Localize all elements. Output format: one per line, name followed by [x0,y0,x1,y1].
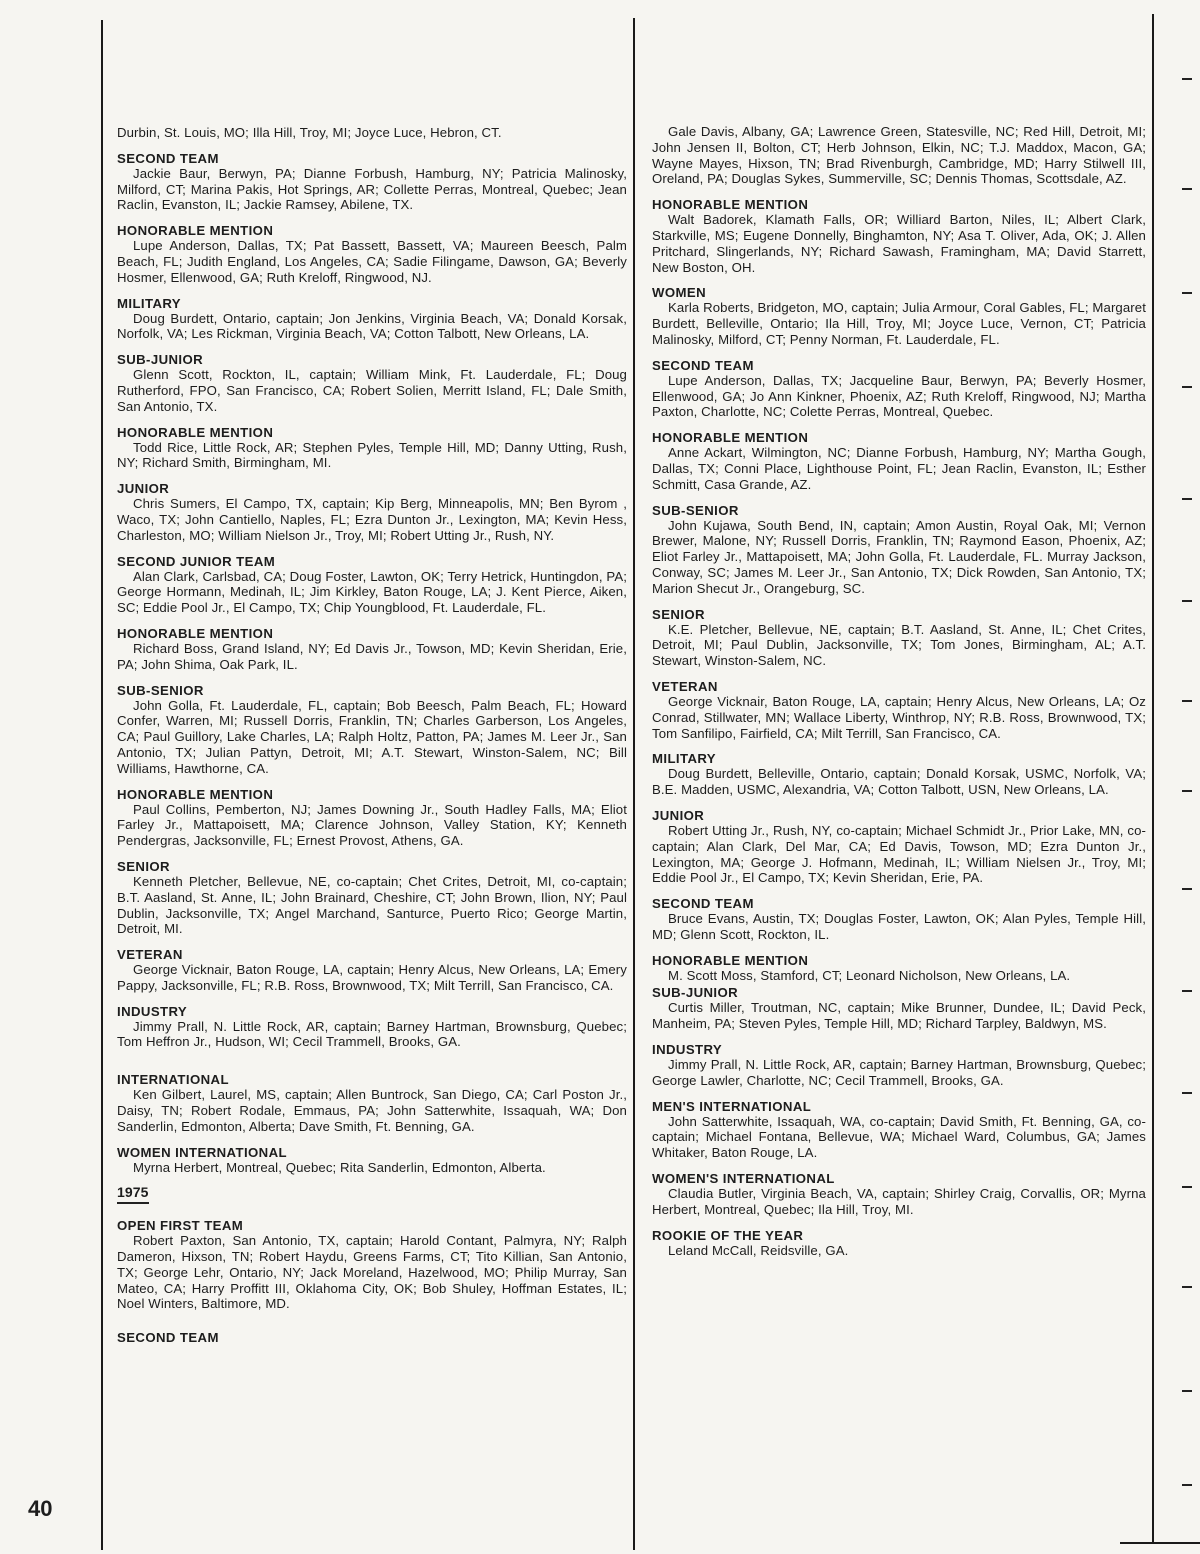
roster-text: Jackie Baur, Berwyn, PA; Dianne Forbush, Hamburg, NY; Patricia Malinosky, Milford, CT; Marina Pakis, Hot Springs, AR; Collette Perras, Montreal, Quebec; Jean Raclin, Evanston, IL; Jackie Ramsey, Abilene, TX. [117,165,627,213]
section-heading: HONORABLE MENTION [117,625,274,641]
roster-text: K.E. Pletcher, Bellevue, NE, captain; B.T. Aasland, St. Anne, IL; Chet Crites, Detroit, MI; Paul Dublin, Jacksonville, TX; Tom Jones, Birmingham, AL; A.T. Stewart, Winston-Salem, NC. [652,621,1146,669]
roster-text: George Vicknair, Baton Rouge, LA, captain; Henry Alcus, New Orleans, LA; Emery Pappy, Jacksonville, FL; R.B. Ross, Brownwood, TX; Milt Terrill, San Francisco, CA. [117,962,627,993]
roster-text: Doug Burdett, Belleville, Ontario, captain; Donald Korsak, USMC, Norfolk, VA; B.E. Madden, USMC, Alexandria, VA; Cotton Talbott, USN, New Orleans, LA. [652,766,1146,798]
section-heading: SECOND TEAM [117,150,219,166]
roster-section [117,296,627,343]
roster-section [652,808,1146,886]
roster-section [117,125,627,141]
section-heading: INTERNATIONAL [117,1072,229,1088]
roster-section [117,947,627,994]
roster-text: Leland McCall, Reidsville, GA. [668,1242,849,1258]
roster-section [652,503,1146,597]
section-heading: SENIOR [652,606,705,622]
roster-text: John Golla, Ft. Lauderdale, FL, captain; Bob Beesch, Palm Beach, FL; Howard Confer, Warren, MI; Russell Dorris, Franklin, TN; Charles Garberson, Los Angeles, CA; Paul Guillory, Lake Charles, LA; Ralph Holtz, Patton, PA; James M. Leer Jr., San Antonio, TX; Julian Pattyn, Detroit, MI; A.T. Stewart, Winston-Salem, NC; Bill Williams, Hawthorne, CA. [117,697,627,776]
roster-text: Curtis Miller, Troutman, NC, captain; Mike Brunner, Dundee, IL; David Peck, Manheim, PA; Steven Pyles, Temple Hill, MD; Richard Tarpley, Baldwyn, MS. [652,1000,1146,1032]
roster-section [652,1228,1146,1259]
section-heading: HONORABLE MENTION [117,424,274,440]
section-heading: SUB-JUNIOR [117,352,204,368]
section-heading: INDUSTRY [117,1003,188,1019]
roster-section [652,197,1146,275]
roster-text: Jimmy Prall, N. Little Rock, AR, captain; Barney Hartman, Brownsburg, Quebec; Tom Heffron Jr., Hudson, WI; Cecil Trammell, Brooks, GA. [117,1018,627,1050]
section-heading: SUB-SENIOR [652,502,739,518]
section-heading: HONORABLE MENTION [652,197,809,213]
margin-tick-mark [1182,78,1192,80]
margin-tick-mark [1182,700,1192,702]
right-margin-rule [1152,14,1154,1542]
left-column-sections [117,125,627,1175]
margin-tick-mark [1182,1092,1192,1094]
margin-tick-mark [1182,990,1192,992]
roster-text: Walt Badorek, Klamath Falls, OR; Williard Barton, Niles, IL; Albert Clark, Starkville, MS; Eugene Donnelly, Binghamton, NY; Asa T. Oliver, Ada, OK; J. Allen Pritchard, Slingerlands, NY; Richard Sawash, Framingham, MA; David Starrett, New Boston, OH. [652,212,1146,275]
section-heading: VETERAN [652,678,718,694]
roster-text: Robert Paxton, San Antonio, TX, captain; Harold Contant, Palmyra, NY; Ralph Dameron, Hixson, TN; Robert Haydu, Greens Farms, CT; Tito Killian, San Antonio, TX; George Lehr, Ontario, NY; Jack Moreland, Hazelwood, MO; Philip Murray, San Mateo, CA; Harry Proffitt III, Oklahoma City, OK; Bob Shuley, Hoffman Estates, IL; Noel Winters, Baltimore, MD. [117,1233,627,1312]
roster-section [652,896,1146,943]
margin-tick-mark [1182,600,1192,602]
roster-text: Anne Ackart, Wilmington, NC; Dianne Forbush, Hamburg, NY; Martha Gough, Dallas, TX; Conni Place, Lighthouse Point, FL; Jean Raclin, Evanston, IL; Esther Schmitt, Casa Grande, AZ. [652,445,1146,492]
section-heading: MILITARY [117,295,181,311]
roster-section [117,1330,627,1345]
roster-section [652,953,1146,984]
section-heading: OPEN FIRST TEAM [117,1218,244,1234]
roster-text: Bruce Evans, Austin, TX; Douglas Foster, Lawton, OK; Alan Pyles, Temple Hill, MD; Glenn Scott, Rockton, IL. [652,911,1146,942]
section-heading: JUNIOR [117,481,170,497]
section-heading: SECOND JUNIOR TEAM [117,553,276,569]
year-label: 1975 [117,1185,149,1204]
margin-tick-mark [1182,1484,1192,1486]
roster-section [117,481,627,543]
roster-text: Doug Burdett, Ontario, captain; Jon Jenkins, Virginia Beach, VA; Donald Korsak, Norfolk, VA; Les Rickman, Virginia Beach, VA; Cotton Talbott, New Orleans, LA. [117,310,627,342]
roster-section [652,124,1146,187]
roster-text: Myrna Herbert, Montreal, Quebec; Rita Sanderlin, Edmonton, Alberta. [133,1159,546,1175]
roster-text: Claudia Butler, Virginia Beach, VA, captain; Shirley Craig, Corvallis, OR; Myrna Herbert, Montreal, Quebec; Ila Hill, Troy, MI. [652,1186,1146,1217]
roster-text: George Vicknair, Baton Rouge, LA, captain; Henry Alcus, New Orleans, LA; Oz Conrad, Stillwater, MN; Wallace Liberty, Winthrop, NY; R.B. Ross, Brownwood, TX; Tom Sanfilipo, Fairfield, CA; Milt Terrill, San Francisco, CA. [652,693,1146,741]
section-heading: HONORABLE MENTION [652,952,809,968]
section-heading: SECOND TEAM [652,896,754,912]
roster-text: Glenn Scott, Rockton, IL, captain; William Mink, Ft. Lauderdale, FL; Doug Rutherford, FPO, San Francisco, CA; Robert Solien, Merritt Island, FL; Dale Smith, San Antonio, TX. [117,367,627,414]
roster-section [117,1218,627,1312]
roster-text: M. Scott Moss, Stamford, CT; Leonard Nicholson, New Orleans, LA. [668,967,1071,983]
section-heading: WOMEN INTERNATIONAL [117,1144,287,1160]
roster-text: Jimmy Prall, N. Little Rock, AR, captain; Barney Hartman, Brownsburg, Quebec; George Lawler, Charlotte, NC; Cecil Trammell, Brooks, GA. [652,1057,1146,1088]
roster-section [117,151,627,213]
margin-tick-mark [1182,1186,1192,1188]
roster-section [652,607,1146,669]
roster-text: Alan Clark, Carlsbad, CA; Doug Foster, Lawton, OK; Terry Hetrick, Huntingdon, PA; George Hormann, Medinah, IL; Jim Kirkley, Baton Rouge, LA; J. Kent Pierce, Aiken, SC; Eddie Pool Jr., El Campo, TX; Chip Youngblood, Ft. Lauderdale, FL. [117,568,627,616]
section-heading: HONORABLE MENTION [117,223,274,239]
section-heading: SECOND TEAM [117,1330,219,1346]
corner-rule [1120,1542,1200,1544]
column-divider-rule [633,18,635,1550]
section-heading: HONORABLE MENTION [117,786,274,802]
roster-section [117,1145,627,1176]
section-heading: SECOND TEAM [652,357,754,373]
section-heading: VETERAN [117,947,183,963]
section-heading: SUB-JUNIOR [652,985,739,1001]
roster-section [117,1072,627,1134]
roster-section [652,679,1146,741]
section-heading: WOMEN [652,285,707,301]
roster-section [652,1171,1146,1218]
section-heading: MILITARY [652,751,716,767]
roster-section [652,985,1146,1032]
roster-text: Richard Boss, Grand Island, NY; Ed Davis Jr., Towson, MD; Kevin Sheridan, Erie, PA; John Shima, Oak Park, IL. [117,640,627,672]
roster-section [117,554,627,616]
section-heading: SENIOR [117,858,170,874]
section-heading: JUNIOR [652,807,705,823]
margin-tick-mark [1182,292,1192,294]
section-heading: ROOKIE OF THE YEAR [652,1227,804,1243]
roster-section [117,425,627,472]
roster-text: Lupe Anderson, Dallas, TX; Jacqueline Baur, Berwyn, PA; Beverly Hosmer, Ellenwood, GA; Jo Ann Kinkner, Phoenix, AZ; Ruth Kreloff, Ringwood, NJ; Martha Paxton, Charlotte, NC; Colette Perras, Montreal, Quebec. [652,372,1146,420]
roster-section [652,358,1146,420]
roster-text: Chris Sumers, El Campo, TX, captain; Kip Berg, Minneapolis, MN; Ben Byrom , Waco, TX; John Cantiello, Naples, FL; Ezra Dunton Jr., Lexington, MA; Kevin Hess, Charleston, MO; William Nielson Jr., Troy, MI; Robert Utting Jr., Rush, NY. [117,496,627,543]
roster-section [652,1042,1146,1089]
roster-text: Karla Roberts, Bridgeton, MO, captain; Julia Armour, Coral Gables, FL; Margaret Burdett, Belleville, Ontario; Ila Hill, Troy, MI; Joyce Luce, Vernon, CT; Patricia Malinosky, Milford, CT; Penny Norman, Ft. Lauderdale, FL. [652,300,1146,347]
roster-text: Gale Davis, Albany, GA; Lawrence Green, Statesville, NC; Red Hill, Detroit, MI; John Jensen II, Bolton, CT; Herb Johnson, Elkin, NC; T.J. Maddox, Macon, GA; Wayne Mayes, Hixson, TN; Brad Rivenburgh, Cambridge, MD; Harry Stilwell III, Oreland, PA; Douglas Sykes, Summerville, SC; Dennis Thomas, Scottsdale, AZ. [652,124,1146,187]
roster-text: John Kujawa, South Bend, IN, captain; Amon Austin, Royal Oak, MI; Vernon Brewer, Malone, NY; Russell Dorris, Franklin, TN; Raymond Eason, Phoenix, AZ; Eliot Farley Jr., Mattapoisett, MA; John Golla, Ft. Lauderdale, FL. Murray Jackson, Conway, SC; James M. Leer Jr., San Antonio, TX; Dick Rowden, San Antonio, TX; Marion Shecut Jr., Orangeburg, SC. [652,517,1146,596]
year-heading [117,1185,627,1204]
margin-tick-mark [1182,790,1192,792]
margin-tick-mark [1182,1390,1192,1392]
roster-text: Ken Gilbert, Laurel, MS, captain; Allen Buntrock, San Diego, CA; Carl Poston Jr., Daisy, TN; Robert Rodale, Emmaus, PA; John Satterwhite, Issaquah, WA; Don Sanderlin, Edmonton, Alberta; Dave Smith, Ft. Benning, GA. [117,1087,627,1134]
roster-section [117,626,627,673]
roster-text: Durbin, St. Louis, MO; Illa Hill, Troy, MI; Joyce Luce, Hebron, CT. [117,125,502,140]
right-column [652,124,1146,1268]
roster-section [652,430,1146,492]
section-heading: WOMEN'S INTERNATIONAL [652,1171,835,1187]
section-heading: INDUSTRY [652,1042,723,1058]
roster-section [117,1004,627,1051]
roster-section [652,751,1146,798]
section-heading: HONORABLE MENTION [652,430,809,446]
left-margin-rule [101,20,103,1550]
roster-text: Paul Collins, Pemberton, NJ; James Downing Jr., South Hadley Falls, MA; Eliot Farley Jr., Mattapoisett, MA; Clarence Johnson, Valley Station, KY; Kenneth Pendergras, Jacksonville, FL; Ernest Provost, Athens, GA. [117,801,627,849]
roster-section [117,787,627,849]
roster-section [117,859,627,937]
margin-tick-mark [1182,498,1192,500]
left-column [117,125,627,1355]
roster-text: Todd Rice, Little Rock, AR; Stephen Pyles, Temple Hill, MD; Danny Utting, Rush, NY; Richard Smith, Birmingham, MI. [117,439,627,471]
roster-section [652,1099,1146,1161]
roster-text: Robert Utting Jr., Rush, NY, co-captain; Michael Schmidt Jr., Prior Lake, MN, co-captain; Alan Clark, Del Mar, CA; Ed Davis, Towson, MD; Ezra Dunton Jr., Lexington, MA; George J. Hofmann, Medinah, IL; William Nielsen Jr., Troy, MI; Eddie Pool Jr., El Campo, TX; Kevin Sheridan, Erie, PA. [652,822,1146,886]
roster-text: Kenneth Pletcher, Bellevue, NE, co-captain; Chet Crites, Detroit, MI, co-captain; B.T. Aasland, St. Anne, IL; John Brainard, Cheshire, CT; John Brown, Ilion, NY; Paul Dublin, Jacksonville, TX; Angel Marchand, Santurce, Puerto Rico; George Martin, Detroit, MI. [117,873,627,937]
margin-tick-mark [1182,386,1192,388]
page-number: 40 [28,1496,53,1521]
roster-text: Lupe Anderson, Dallas, TX; Pat Bassett, Bassett, VA; Maureen Beesch, Palm Beach, FL; Judith England, Los Angeles, CA; Sadie Filingame, Dawson, GA; Beverly Hosmer, Ellenwood, GA; Ruth Kreloff, Ringwood, NJ. [117,238,627,285]
section-heading: SUB-SENIOR [117,682,204,698]
section-heading: MEN'S INTERNATIONAL [652,1098,812,1114]
roster-section [117,223,627,285]
roster-section [652,285,1146,347]
roster-section [117,352,627,414]
margin-tick-mark [1182,1286,1192,1288]
roster-text: John Satterwhite, Issaquah, WA, co-captain; David Smith, Ft. Benning, GA, co-captain; Michael Fontana, Bellevue, WA; Michael Ward, Columbus, GA; James Whitaker, Baton Rouge, LA. [652,1113,1146,1161]
margin-tick-mark [1182,888,1192,890]
margin-tick-mark [1182,188,1192,190]
roster-section [117,683,627,777]
